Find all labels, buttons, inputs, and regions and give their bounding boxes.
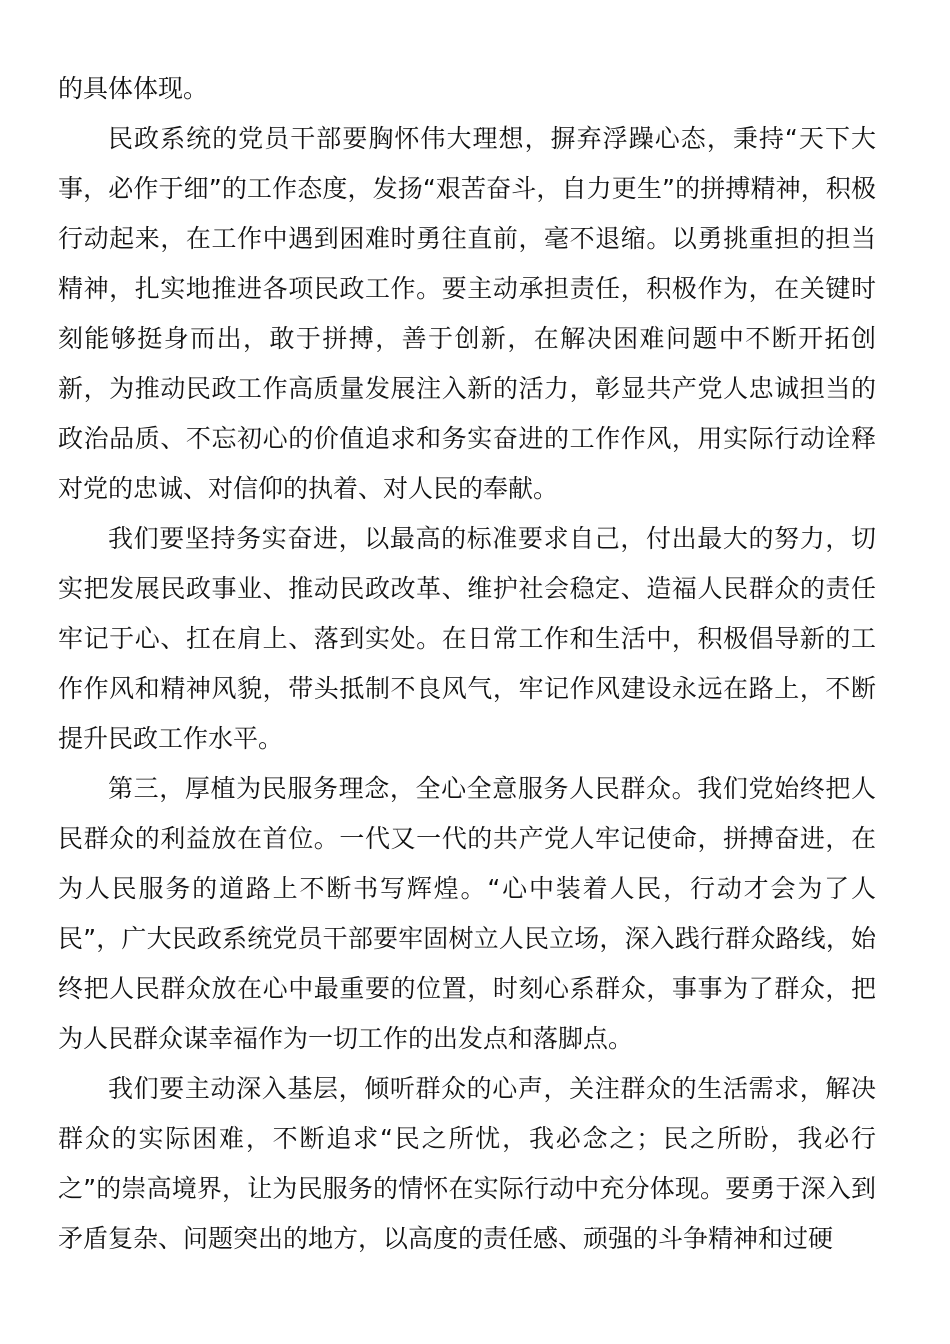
paragraph-pragmatic: 我们要坚持务实奋进，以最高的标准要求自己，付出最大的努力，切实把发展民政事业、推动民政改革、维护社会稳定、造福人民群众的责任牢记于心、扛在肩上、落到实处。在日常工作和生活中，积极倡导新的工作作风和精神风貌，带头抵制不良风气，牢记作风建设永远在路上，不断提升民政工作水平。	[58, 524, 876, 753]
document-page	[58, 64, 876, 1264]
paragraph-continuation: 的具体体现。	[58, 74, 209, 103]
paragraph-ideals: 民政系统的党员干部要胸怀伟大理想，摒弃浮躁心态，秉持“天下大事，必作于细”的工作态度，发扬“艰苦奋斗，自力更生”的拼搏精神，积极行动起来，在工作中遇到困难时勇往直前，毫不退缩。以勇挑重担的担当精神，扎实地推进各项民政工作。要主动承担责任，积极作为，在关键时刻能够挺身而出，敢于拼搏，善于创新，在解决困难问题中不断开拓创新，为推动民政工作高质量发展注入新的活力，彰显共产党人忠诚担当的政治品质、不忘初心的价值追求和务实奋进的工作作风，用实际行动诠释对党的忠诚、对信仰的执着、对人民的奉献。	[58, 124, 876, 503]
paragraph-third-point: 第三，厚植为民服务理念，全心全意服务人民群众。我们党始终把人民群众的利益放在首位。一代又一代的共产党人牢记使命，拼搏奋进，在为人民服务的道路上不断书写辉煌。“心中装着人民，行动才会为了人民”，广大民政系统党员干部要牢固树立人民立场，深入践行群众路线，始终把人民群众放在心中最重要的位置，时刻心系群众，事事为了群众，把为人民群众谋幸福作为一切工作的出发点和落脚点。	[58, 774, 876, 1053]
paragraph-grassroots: 我们要主动深入基层，倾听群众的心声，关注群众的生活需求，解决群众的实际困难，不断追求“民之所忧，我必念之；民之所盼，我必行之”的崇高境界，让为民服务的情怀在实际行动中充分体现。要勇于深入到矛盾复杂、问题突出的地方，以高度的责任感、顽强的斗争精神和过硬	[58, 1074, 876, 1253]
